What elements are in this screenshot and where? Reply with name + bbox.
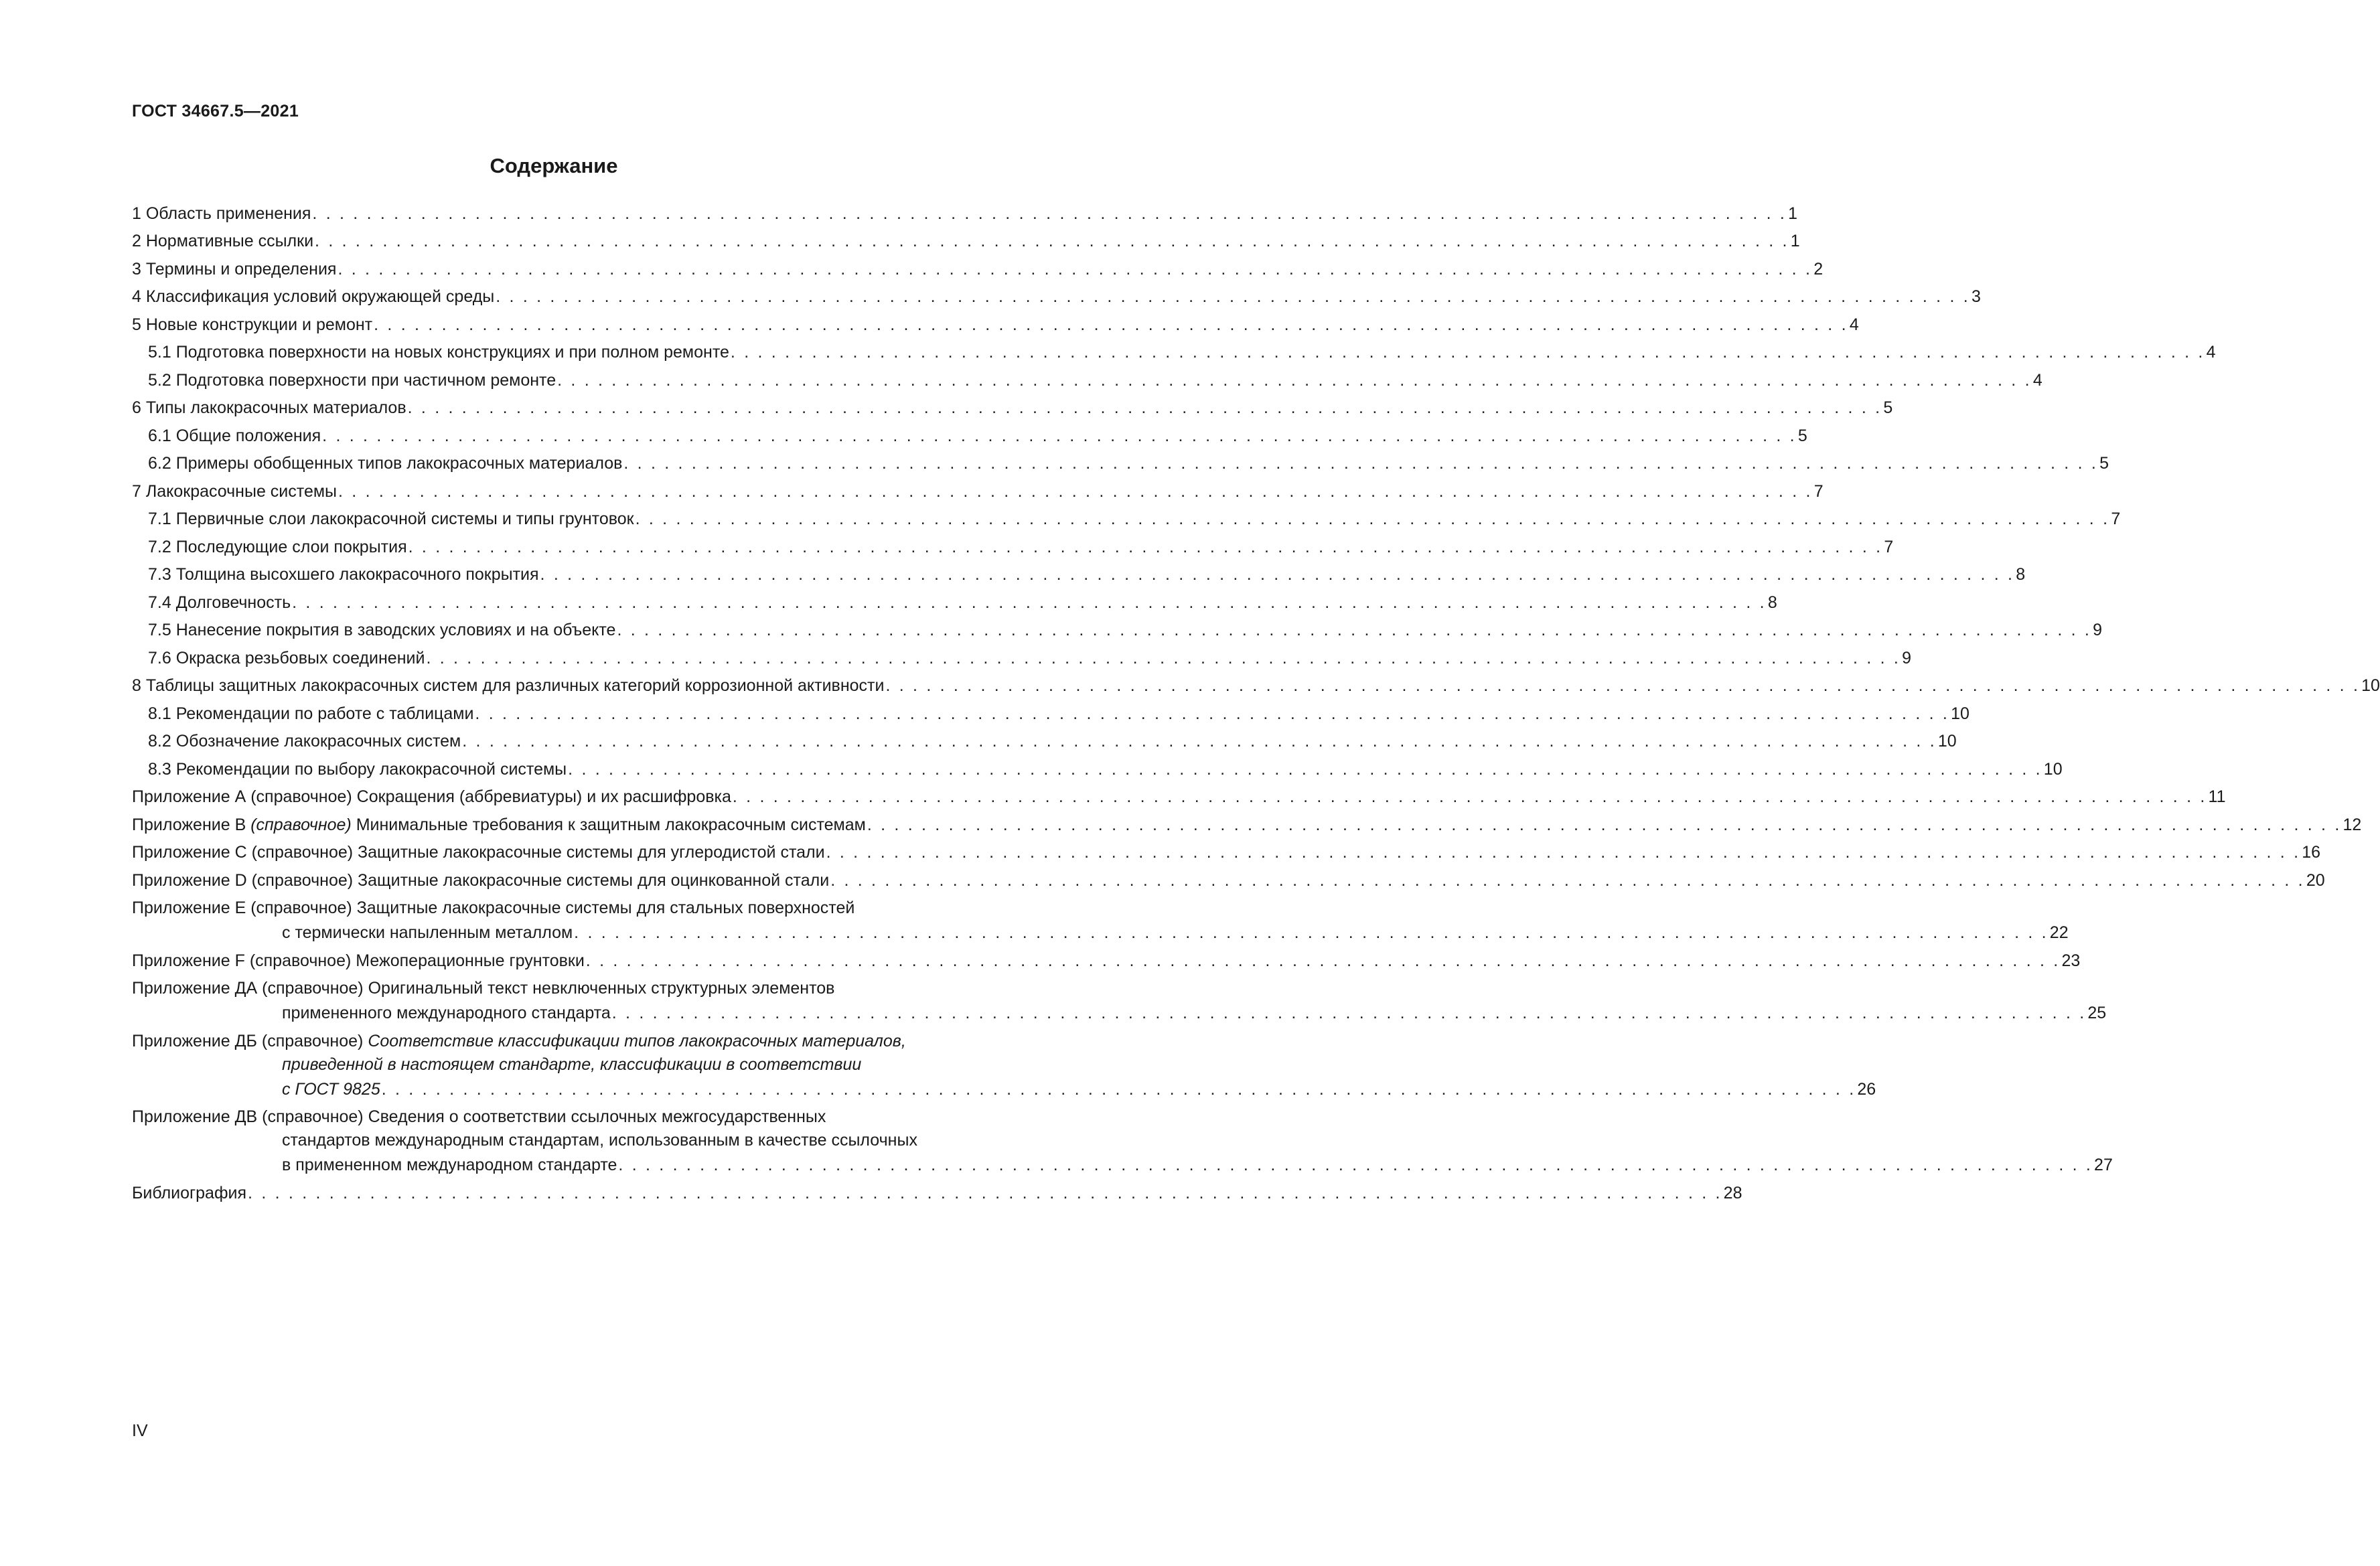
- annex-title: Сокращения (аббревиатуры) и их расшифровка: [356, 787, 731, 806]
- toc-annex-db[interactable]: Приложение ДБ (справочное) Соответствие классификации типов лакокрасочных материалов, приведенной в настоящем стандарте, классификации в соответствии с ГОСТ 9825 . . . . . . . . . . . . . . . . . . . . . . . . . . . . . . . . . . . . . . . . . . . . . . . . . . . . . . . . . . . . . . . . . . . . . . . . . . . . . . . . . . . . . . . . . . . . . . . . . . . . . . . . . . . . . 26: [132, 1031, 1876, 1099]
- toc-page-number: 10: [2361, 676, 2380, 695]
- toc-entry-6[interactable]: 6 Типы лакокрасочных материалов . . . . . . . . . . . . . . . . . . . . . . . . . . . . . . . . . . . . . . . . . . . . . . . . . . . . . . . . . . . . . . . . . . . . . . . . . . . . . . . . . . . . . . . . . . . . . . . . . . . . . . . . . . . . . 5: [132, 398, 1893, 417]
- annex-type: (справочное): [251, 870, 354, 890]
- toc-entry-7[interactable]: 7 Лакокрасочные системы . . . . . . . . . . . . . . . . . . . . . . . . . . . . . . . . . . . . . . . . . . . . . . . . . . . . . . . . . . . . . . . . . . . . . . . . . . . . . . . . . . . . . . . . . . . . . . . . . . . . . . . . . . . . . 7: [132, 481, 1824, 501]
- toc-entry-7-5[interactable]: 7.5 Нанесение покрытия в заводских условиях и на объекте . . . . . . . . . . . . . . . . . . . . . . . . . . . . . . . . . . . . . . . . . . . . . . . . . . . . . . . . . . . . . . . . . . . . . . . . . . . . . . . . . . . . . . . . . . . . . . . . . . . . . . . . . . . . . 9: [148, 621, 2103, 639]
- toc-entry-8[interactable]: 8 Таблицы защитных лакокрасочных систем для различных категорий коррозионной активности . . . . . . . . . . . . . . . . . . . . . . . . . . . . . . . . . . . . . . . . . . . . . . . . . . . . . . . . . . . . . . . . . . . . . . . . . . . . . . . . . . . . . . . . . . . . . . . . . . . . . . . . . . . . . 10: [132, 676, 2380, 695]
- annex-label: Приложение ДВ: [132, 1107, 258, 1126]
- page-number: IV: [132, 1421, 148, 1440]
- annex-type: (справочное): [262, 1107, 364, 1126]
- toc-entry-5-2[interactable]: 5.2 Подготовка поверхности при частичном ремонте . . . . . . . . . . . . . . . . . . . . . . . . . . . . . . . . . . . . . . . . . . . . . . . . . . . . . . . . . . . . . . . . . . . . . . . . . . . . . . . . . . . . . . . . . . . . . . . . . . . . . . . . . . . . . 4: [148, 370, 2042, 390]
- annex-type: (справочное): [250, 815, 352, 834]
- annex-type: (справочное): [250, 787, 352, 806]
- toc-entry-6-2[interactable]: 6.2 Примеры обобщенных типов лакокрасочных материалов . . . . . . . . . . . . . . . . . . . . . . . . . . . . . . . . . . . . . . . . . . . . . . . . . . . . . . . . . . . . . . . . . . . . . . . . . . . . . . . . . . . . . . . . . . . . . . . . . . . . . . . . . . . . . 5: [148, 454, 2109, 473]
- toc-page-number: 3: [1971, 287, 1981, 306]
- toc-page-number: 9: [1902, 648, 1912, 668]
- toc-page-number: 4: [2206, 343, 2216, 362]
- toc-entry-5-1[interactable]: 5.1 Подготовка поверхности на новых конструкциях и при полном ремонте . . . . . . . . . . . . . . . . . . . . . . . . . . . . . . . . . . . . . . . . . . . . . . . . . . . . . . . . . . . . . . . . . . . . . . . . . . . . . . . . . . . . . . . . . . . . . . . . . . . . . . . . . . . . . 4: [148, 343, 2216, 362]
- toc-page-number: 8: [1767, 593, 1777, 612]
- toc-entry-5[interactable]: 5 Новые конструкции и ремонт . . . . . . . . . . . . . . . . . . . . . . . . . . . . . . . . . . . . . . . . . . . . . . . . . . . . . . . . . . . . . . . . . . . . . . . . . . . . . . . . . . . . . . . . . . . . . . . . . . . . . . . . . . . . . 4: [132, 315, 1859, 334]
- toc-entry-7-1[interactable]: 7.1 Первичные слои лакокрасочной системы и типы грунтовок . . . . . . . . . . . . . . . . . . . . . . . . . . . . . . . . . . . . . . . . . . . . . . . . . . . . . . . . . . . . . . . . . . . . . . . . . . . . . . . . . . . . . . . . . . . . . . . . . . . . . . . . . . . . . 7: [148, 510, 2121, 528]
- toc-entry-2[interactable]: 2 Нормативные ссылки . . . . . . . . . . . . . . . . . . . . . . . . . . . . . . . . . . . . . . . . . . . . . . . . . . . . . . . . . . . . . . . . . . . . . . . . . . . . . . . . . . . . . . . . . . . . . . . . . . . . . . . . . . . . . 1: [132, 232, 1800, 250]
- annex-title: Сведения о соответствии ссылочных межгосударственных: [368, 1107, 826, 1126]
- toc-page-number: 5: [2099, 454, 2109, 473]
- toc-page-number: 4: [2032, 370, 2042, 390]
- toc-page-number: 26: [1857, 1079, 1876, 1099]
- toc-entry-7-6[interactable]: 7.6 Окраска резьбовых соединений . . . . . . . . . . . . . . . . . . . . . . . . . . . . . . . . . . . . . . . . . . . . . . . . . . . . . . . . . . . . . . . . . . . . . . . . . . . . . . . . . . . . . . . . . . . . . . . . . . . . . . . . . . . . . 9: [148, 648, 1912, 668]
- annex-label: Приложение ДА: [132, 979, 258, 998]
- toc-page-number: 1: [1790, 232, 1800, 250]
- annex-title-cont: примененного международного стандарта: [282, 1004, 611, 1022]
- toc-annex-b[interactable]: Приложение В (справочное) Минимальные требования к защитным лакокрасочным системам . . . . . . . . . . . . . . . . . . . . . . . . . . . . . . . . . . . . . . . . . . . . . . . . . . . . . . . . . . . . . . . . . . . . . . . . . . . . . . . . . . . . . . . . . . . . . . . . . . . . . . . . . . . . . 12: [132, 815, 2362, 834]
- annex-label: Приложение С: [132, 843, 247, 862]
- annex-label: Приложение А: [132, 787, 246, 806]
- toc-page-number: 2: [1813, 259, 1824, 279]
- toc-page-number: 10: [1951, 704, 1969, 723]
- toc-entry-7-4[interactable]: 7.4 Долговечность . . . . . . . . . . . . . . . . . . . . . . . . . . . . . . . . . . . . . . . . . . . . . . . . . . . . . . . . . . . . . . . . . . . . . . . . . . . . . . . . . . . . . . . . . . . . . . . . . . . . . . . . . . . . . 8: [148, 593, 1777, 612]
- toc-page-number: 16: [2302, 843, 2321, 862]
- toc-page-number: 7: [1884, 537, 1894, 556]
- annex-title: Защитные лакокрасочные системы для углеродистой стали: [358, 843, 825, 862]
- annex-label: Приложение Е: [132, 898, 246, 917]
- annex-title-cont: приведенной в настоящем стандарте, классификации в соответствии: [282, 1054, 862, 1074]
- toc-entry-8-2[interactable]: 8.2 Обозначение лакокрасочных систем . . . . . . . . . . . . . . . . . . . . . . . . . . . . . . . . . . . . . . . . . . . . . . . . . . . . . . . . . . . . . . . . . . . . . . . . . . . . . . . . . . . . . . . . . . . . . . . . . . . . . . . . . . . . . 10: [148, 732, 1957, 751]
- annex-type: (справочное): [251, 843, 354, 862]
- toc-page-number: 28: [1723, 1183, 1742, 1202]
- annex-type: (справочное): [262, 979, 364, 998]
- annex-type: (справочное): [249, 951, 352, 970]
- toc-entry-8-1[interactable]: 8.1 Рекомендации по работе с таблицами . . . . . . . . . . . . . . . . . . . . . . . . . . . . . . . . . . . . . . . . . . . . . . . . . . . . . . . . . . . . . . . . . . . . . . . . . . . . . . . . . . . . . . . . . . . . . . . . . . . . . . . . . . . . . 10: [148, 704, 1969, 723]
- annex-label: Приложение F: [132, 951, 245, 970]
- toc-page-number: 10: [2043, 759, 2063, 779]
- toc-entry-7-2[interactable]: 7.2 Последующие слои покрытия . . . . . . . . . . . . . . . . . . . . . . . . . . . . . . . . . . . . . . . . . . . . . . . . . . . . . . . . . . . . . . . . . . . . . . . . . . . . . . . . . . . . . . . . . . . . . . . . . . . . . . . . . . . . . 7: [148, 537, 1894, 556]
- annex-label: Приложение D: [132, 870, 247, 890]
- toc-page-number: 7: [1813, 481, 1824, 501]
- toc-page-number: 5: [1797, 426, 1807, 445]
- toc-page-number: 11: [2208, 787, 2226, 806]
- annex-title-cont: стандартов международным стандартам, использованным в качестве ссылочных: [282, 1131, 917, 1150]
- annex-title-cont: в примененном международном стандарте: [282, 1156, 617, 1174]
- annex-title: Защитные лакокрасочные системы для оцинкованной стали: [358, 870, 830, 890]
- toc-entry-4[interactable]: 4 Классификация условий окружающей среды . . . . . . . . . . . . . . . . . . . . . . . . . . . . . . . . . . . . . . . . . . . . . . . . . . . . . . . . . . . . . . . . . . . . . . . . . . . . . . . . . . . . . . . . . . . . . . . . . . . . . . . . . . . . . 3: [132, 287, 1981, 306]
- toc-entry-8-3[interactable]: 8.3 Рекомендации по выбору лакокрасочной системы . . . . . . . . . . . . . . . . . . . . . . . . . . . . . . . . . . . . . . . . . . . . . . . . . . . . . . . . . . . . . . . . . . . . . . . . . . . . . . . . . . . . . . . . . . . . . . . . . . . . . . . . . . . . . 10: [148, 759, 2063, 779]
- toc-page-number: 27: [2094, 1156, 2113, 1174]
- toc-annex-a[interactable]: Приложение А (справочное) Сокращения (аббревиатуры) и их расшифровка . . . . . . . . . . . . . . . . . . . . . . . . . . . . . . . . . . . . . . . . . . . . . . . . . . . . . . . . . . . . . . . . . . . . . . . . . . . . . . . . . . . . . . . . . . . . . . . . . . . . . . . . . . . . . 11: [132, 787, 2226, 806]
- annex-title: Оригинальный текст невключенных структурных элементов: [368, 979, 835, 998]
- toc-annex-d[interactable]: Приложение D (справочное) Защитные лакокрасочные системы для оцинкованной стали . . . . . . . . . . . . . . . . . . . . . . . . . . . . . . . . . . . . . . . . . . . . . . . . . . . . . . . . . . . . . . . . . . . . . . . . . . . . . . . . . . . . . . . . . . . . . . . . . . . . . . . . . . . . . 20: [132, 870, 2325, 890]
- toc-annex-e[interactable]: Приложение Е (справочное) Защитные лакокрасочные системы для стальных поверхностей с термически напыленным металлом . . . . . . . . . . . . . . . . . . . . . . . . . . . . . . . . . . . . . . . . . . . . . . . . . . . . . . . . . . . . . . . . . . . . . . . . . . . . . . . . . . . . . . . . . . . . . . . . . . . . . . . . . . . . . 22: [132, 898, 2069, 942]
- toc-page-number: 12: [2342, 815, 2362, 834]
- toc-title: Содержание: [490, 154, 618, 177]
- toc-page-number: 23: [2061, 951, 2081, 970]
- toc-bibliography[interactable]: Библиография . . . . . . . . . . . . . . . . . . . . . . . . . . . . . . . . . . . . . . . . . . . . . . . . . . . . . . . . . . . . . . . . . . . . . . . . . . . . . . . . . . . . . . . . . . . . . . . . . . . . . . . . . . . . . 28: [132, 1183, 1742, 1202]
- annex-label: Приложение В: [132, 815, 246, 834]
- toc-page-number: 25: [2087, 1004, 2107, 1022]
- toc-page-number: 4: [1849, 315, 1859, 334]
- annex-title-cont: с ГОСТ 9825: [282, 1079, 380, 1099]
- table-of-contents: [132, 195, 2380, 1203]
- toc-page-number: 10: [1937, 732, 1957, 751]
- toc-annex-da[interactable]: Приложение ДА (справочное) Оригинальный текст невключенных структурных элементов примененного международного стандарта . . . . . . . . . . . . . . . . . . . . . . . . . . . . . . . . . . . . . . . . . . . . . . . . . . . . . . . . . . . . . . . . . . . . . . . . . . . . . . . . . . . . . . . . . . . . . . . . . . . . . . . . . . . . . 25: [132, 979, 2107, 1022]
- toc-page-number: 7: [2111, 510, 2121, 528]
- toc-page-number: 20: [2306, 870, 2325, 890]
- annex-title-cont: с термически напыленным металлом: [282, 923, 573, 942]
- toc-annex-c[interactable]: Приложение С (справочное) Защитные лакокрасочные системы для углеродистой стали . . . . . . . . . . . . . . . . . . . . . . . . . . . . . . . . . . . . . . . . . . . . . . . . . . . . . . . . . . . . . . . . . . . . . . . . . . . . . . . . . . . . . . . . . . . . . . . . . . . . . . . . . . . . . 16: [132, 843, 2321, 862]
- standard-header: ГОСТ 34667.5—2021: [132, 102, 299, 121]
- annex-title: Защитные лакокрасочные системы для стальных поверхностей: [356, 898, 855, 917]
- annex-label: Приложение ДБ: [132, 1031, 257, 1050]
- annex-title: Межоперационные грунтовки: [356, 951, 585, 970]
- annex-title: Минимальные требования к защитным лакокрасочным системам: [356, 815, 866, 834]
- toc-page-number: 9: [2093, 621, 2103, 639]
- toc-page-number: 22: [2049, 923, 2069, 942]
- toc-page-number: 1: [1788, 204, 1798, 223]
- toc-entry-1[interactable]: 1 Область применения . . . . . . . . . . . . . . . . . . . . . . . . . . . . . . . . . . . . . . . . . . . . . . . . . . . . . . . . . . . . . . . . . . . . . . . . . . . . . . . . . . . . . . . . . . . . . . . . . . . . . . . . . . . . . 1: [132, 204, 1798, 223]
- annex-type: (справочное): [250, 898, 352, 917]
- toc-annex-dv[interactable]: Приложение ДВ (справочное) Сведения о соответствии ссылочных межгосударственных стандартов международным стандартам, использованным в качестве ссылочных в примененном международном стандарте . . . . . . . . . . . . . . . . . . . . . . . . . . . . . . . . . . . . . . . . . . . . . . . . . . . . . . . . . . . . . . . . . . . . . . . . . . . . . . . . . . . . . . . . . . . . . . . . . . . . . . . . . . . . . 27: [132, 1107, 2113, 1174]
- toc-entry-7-3[interactable]: 7.3 Толщина высохшего лакокрасочного покрытия . . . . . . . . . . . . . . . . . . . . . . . . . . . . . . . . . . . . . . . . . . . . . . . . . . . . . . . . . . . . . . . . . . . . . . . . . . . . . . . . . . . . . . . . . . . . . . . . . . . . . . . . . . . . . 8: [148, 565, 2026, 584]
- toc-entry-3[interactable]: 3 Термины и определения . . . . . . . . . . . . . . . . . . . . . . . . . . . . . . . . . . . . . . . . . . . . . . . . . . . . . . . . . . . . . . . . . . . . . . . . . . . . . . . . . . . . . . . . . . . . . . . . . . . . . . . . . . . . . 2: [132, 259, 1824, 279]
- toc-entry-6-1[interactable]: 6.1 Общие положения . . . . . . . . . . . . . . . . . . . . . . . . . . . . . . . . . . . . . . . . . . . . . . . . . . . . . . . . . . . . . . . . . . . . . . . . . . . . . . . . . . . . . . . . . . . . . . . . . . . . . . . . . . . . . 5: [148, 426, 1807, 445]
- annex-title: Соответствие классификации типов лакокрасочных материалов,: [368, 1031, 906, 1050]
- toc-annex-f[interactable]: Приложение F (справочное) Межоперационные грунтовки . . . . . . . . . . . . . . . . . . . . . . . . . . . . . . . . . . . . . . . . . . . . . . . . . . . . . . . . . . . . . . . . . . . . . . . . . . . . . . . . . . . . . . . . . . . . . . . . . . . . . . . . . . . . . 23: [132, 951, 2081, 970]
- toc-page-number: 8: [2016, 565, 2026, 584]
- annex-type: (справочное): [261, 1031, 364, 1050]
- toc-page-number: 5: [1883, 398, 1893, 417]
